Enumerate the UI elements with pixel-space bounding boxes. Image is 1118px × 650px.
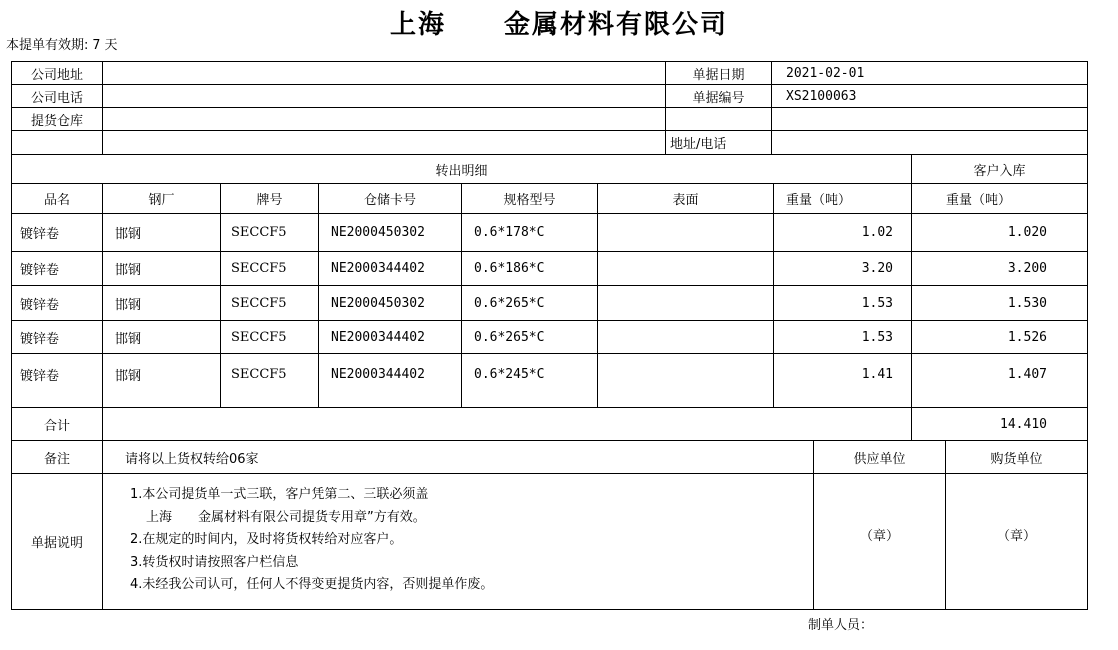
contact-label: 地址/电话 [670,137,727,152]
supplier-seal: （章） [859,528,899,544]
remarks-label: 备注 [43,451,70,467]
cell-mill: 邯钢 [115,368,142,384]
phone-value [103,85,665,107]
cell-product: 镀锌卷 [20,331,60,347]
cell-brand: SECCF5 [231,366,287,382]
buyer-seal: （章） [996,528,1036,544]
cell-card-no: NE2000344402 [331,261,425,276]
company-name: 金属材料有限公司 [504,10,729,40]
cell-brand: SECCF5 [231,329,287,345]
cell-surface [598,252,773,285]
cell-weight: 1.02 [861,225,893,240]
transfer-detail-heading: 转出明细 [435,163,488,179]
note-line: 1.本公司提货单一式三联，客户凭第二、三联必须盖 [130,487,429,502]
col-surface: 表面 [672,193,699,208]
cell-spec: 0.6*178*C [474,225,545,240]
cell-in-weight: 1.530 [1007,295,1047,311]
cell-surface [598,354,773,394]
cell-surface [598,286,773,320]
remarks-text: 请将以上货权转给06家 [125,451,259,467]
buyer-label: 购货单位 [990,451,1043,467]
cell-surface [598,321,773,353]
total-in-weight: 14.410 [1000,416,1047,432]
validity-unit: 天 [104,38,118,53]
validity-line [6,34,118,53]
col-brand: 牌号 [256,193,283,208]
document-title [0,4,1118,41]
notes-text [130,484,493,597]
col-card-no: 仓储卡号 [363,193,416,208]
col-spec: 规格型号 [503,193,556,208]
note-line: 2.在规定的时间内，及时将货权转给对应客户。 [130,532,403,547]
warehouse-value [103,108,665,130]
cell-card-no: NE2000450302 [331,225,425,240]
validity-label: 本提单有效期: [6,38,89,53]
col-product: 品名 [43,193,70,208]
contact-value [772,131,1087,154]
col-in-weight: 重量（吨） [946,193,1012,208]
note-line: 4.未经我公司认可，任何人不得变更提货内容，否则提单作废。 [130,577,494,592]
note-line: 上海 金属材料有限公司提货专用章”方有效。 [146,509,426,525]
cell-spec: 0.6*265*C [474,295,545,311]
cell-weight: 1.53 [861,329,893,345]
cell-surface [598,214,773,251]
cell-spec: 0.6*265*C [474,329,545,345]
cell-mill: 邯钢 [115,263,142,278]
cell-product: 镀锌卷 [20,368,60,384]
number-label: 单据编号 [692,90,745,106]
company-city: 上海 [389,10,446,40]
cell-spec: 0.6*245*C [474,366,545,382]
cell-product: 镀锌卷 [20,227,60,242]
cell-card-no: NE2000344402 [331,366,425,382]
cell-card-no: NE2000450302 [331,295,425,311]
total-label: 合计 [43,418,70,434]
cell-spec: 0.6*186*C [474,261,545,276]
warehouse-label: 提货仓库 [30,113,83,129]
number-value: XS2100063 [786,88,857,104]
cell-weight: 1.53 [861,295,893,311]
cell-weight: 1.41 [861,366,893,382]
customer-in-heading: 客户入库 [973,163,1026,179]
cell-product: 镀锌卷 [20,297,60,313]
cell-in-weight: 3.200 [1007,261,1047,276]
cell-in-weight: 1.020 [1007,225,1047,240]
cell-in-weight: 1.526 [1007,329,1047,345]
address-label: 公司地址 [30,67,83,83]
cell-product: 镀锌卷 [20,263,60,278]
col-weight: 重量（吨） [786,193,852,208]
date-label: 单据日期 [692,67,745,83]
cell-weight: 3.20 [861,261,893,276]
cell-brand: SECCF5 [231,295,287,311]
cell-card-no: NE2000344402 [331,329,425,345]
validity-value: 7 [92,38,101,53]
cell-mill: 邯钢 [115,227,142,242]
cell-mill: 邯钢 [115,297,142,313]
address-value [103,62,665,84]
col-mill: 钢厂 [148,193,175,208]
maker-label: 制单人员： [808,618,874,633]
date-value: 2021-02-01 [786,65,865,81]
cell-mill: 邯钢 [115,331,142,347]
cell-in-weight: 1.407 [1007,366,1047,382]
notes-label: 单据说明 [30,536,83,551]
phone-label: 公司电话 [30,90,83,106]
cell-brand: SECCF5 [231,261,287,276]
supplier-label: 供应单位 [853,451,906,467]
cell-brand: SECCF5 [231,225,287,240]
note-line: 3.转货权时请按照客户栏信息 [130,554,299,570]
